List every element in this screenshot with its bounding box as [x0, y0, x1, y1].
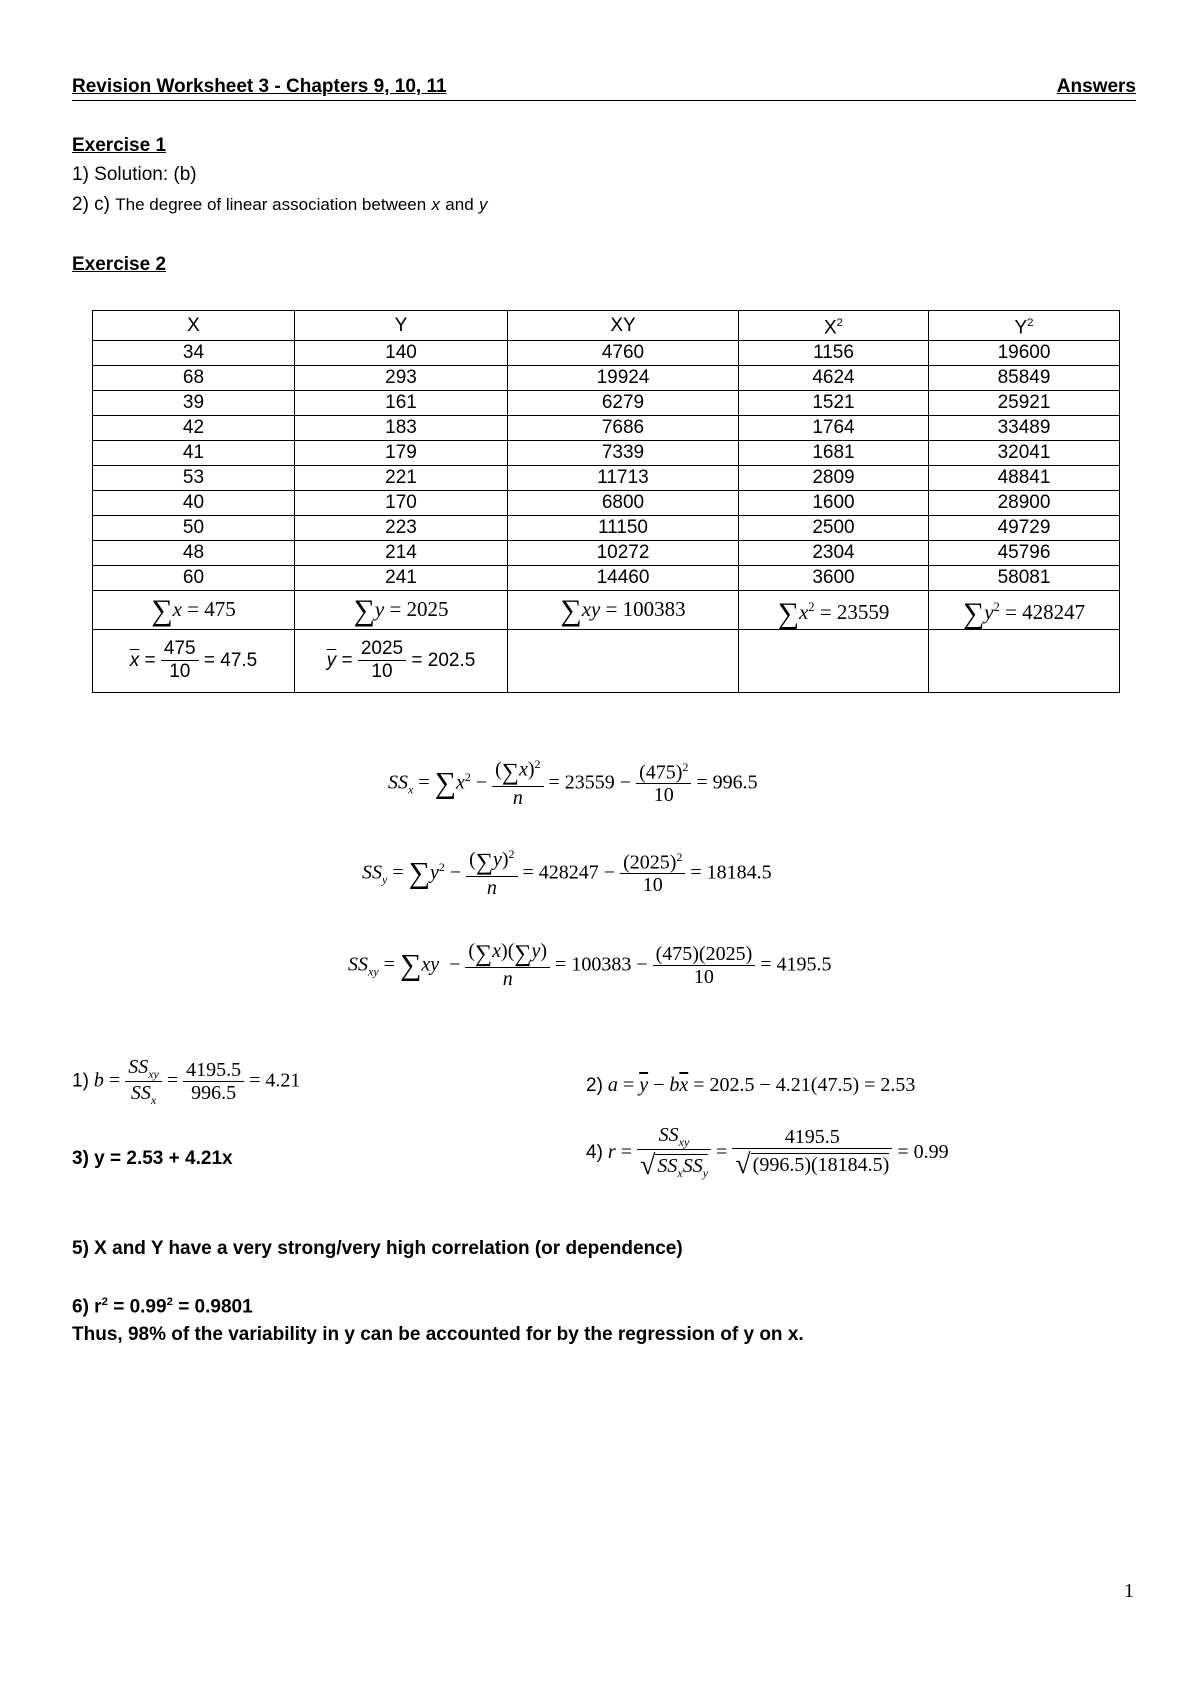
col-header-x-squared: $X^2$ [739, 311, 929, 341]
ssxy-result: = 4195.5 [760, 953, 832, 976]
sum-y: ∑y = 2025 [295, 591, 508, 630]
table-cell: 170 [295, 491, 508, 516]
sums-row [93, 591, 1120, 630]
means-row [93, 630, 1120, 693]
table-cell: 6279 [508, 391, 739, 416]
empty-cell [929, 630, 1120, 693]
table-cell: 4760 [508, 341, 739, 366]
table-row [93, 416, 1120, 441]
page-number: 1 [1124, 1580, 1134, 1602]
answer-6-explanation: Thus, 98% of the variability in y can be accounted for by the regression of y on x. [72, 1324, 804, 1345]
table-cell: 3600 [739, 566, 929, 591]
table-cell: 68 [93, 366, 295, 391]
page-header [72, 76, 1136, 101]
table-cell: 161 [295, 391, 508, 416]
table-cell: 4624 [739, 366, 929, 391]
table-cell: 221 [295, 466, 508, 491]
table-cell: 1600 [739, 491, 929, 516]
table-cell: 42 [93, 416, 295, 441]
answer-6: 6) $r^2 = 0.99^2 = 0.9801$ [72, 1296, 253, 1318]
mean-x: $\overline{x}$ = $\frac{475}{10}$ = 47.5 [93, 630, 295, 693]
data-table [92, 310, 1120, 693]
table-row [93, 341, 1120, 366]
q1-value: (b) [173, 164, 197, 185]
table-cell: 39 [93, 391, 295, 416]
q2-var-y: y [478, 195, 488, 214]
table-cell: 60 [93, 566, 295, 591]
sum-y-squared: $\sum y^2 = 428247$ [929, 591, 1120, 630]
table-cell: 11150 [508, 516, 739, 541]
ssxy-formula: $SS_{xy} = \sum xy$ − $\frac{(\sum x)(\sum y)}{n}$ = 100383 − $\frac{(475)(2025)}{10}$ = 4195.5 [348, 940, 832, 991]
table-cell: 40 [93, 491, 295, 516]
answer-5: 5) X and Y have a very strong/very high correlation (or dependence) [72, 1238, 683, 1259]
table-cell: 48841 [929, 466, 1120, 491]
table-cell: 49729 [929, 516, 1120, 541]
table-cell: 7339 [508, 441, 739, 466]
ssx-formula: $SS_x = \sum x^2$ − $\frac{(\sum x)^2}{n}$ = 23559 − $\frac{(475)^2}{10}$ = 996.5 [388, 757, 758, 810]
exercise2-heading: Exercise 2 [72, 254, 167, 275]
ssy-formula: $SS_y = \sum y^2$ − $\frac{(\sum y)^2}{n}$ = 428247 − $\frac{(2025)^2}{10}$ = 18184.5 [362, 847, 772, 900]
table-cell: 293 [295, 366, 508, 391]
sum-xy: ∑xy = 100383 [508, 591, 739, 630]
answer-3: 3) y = 2.53 + 4.21x [72, 1148, 233, 1169]
sum-x: ∑x = 475 [93, 591, 295, 630]
empty-cell [739, 630, 929, 693]
col-header-y-squared: $Y^2$ [929, 311, 1120, 341]
table-row [93, 466, 1120, 491]
sum-x-squared: $\sum x^2 = 23559$ [739, 591, 929, 630]
table-cell: 19600 [929, 341, 1120, 366]
empty-cell [508, 630, 739, 693]
table-cell: 10272 [508, 541, 739, 566]
table-cell: 41 [93, 441, 295, 466]
table-cell: 25921 [929, 391, 1120, 416]
table-row [93, 516, 1120, 541]
table-cell: 11713 [508, 466, 739, 491]
table-cell: 34 [93, 341, 295, 366]
answer-4: 4) r = $SS_{xy}$ √ $SS_xSS_y$ = $\frac{4195.5}{√ (996.5)(18184.5)}$ = 0.99 [586, 1124, 949, 1182]
table-cell: 45796 [929, 541, 1120, 566]
answer-2: 2) $a = \overline{y} - b\overline{x} = 202.5 - 4.21(47.5) = 2.53$ [586, 1074, 916, 1096]
table-cell: 140 [295, 341, 508, 366]
ssx-result: = 996.5 [696, 771, 758, 794]
table-cell: 1521 [739, 391, 929, 416]
exercise1-heading: Exercise 1 [72, 135, 167, 156]
table-cell: 19924 [508, 366, 739, 391]
table-row [93, 491, 1120, 516]
table-cell: 1156 [739, 341, 929, 366]
ssy-result: = 18184.5 [690, 861, 772, 884]
table-row [93, 391, 1120, 416]
table-cell: 48 [93, 541, 295, 566]
table-cell: 1681 [739, 441, 929, 466]
col-header-y: Y [295, 311, 508, 341]
table-cell: 2809 [739, 466, 929, 491]
q2-var-x: x [431, 195, 440, 214]
table-row [93, 541, 1120, 566]
table-cell: 2304 [739, 541, 929, 566]
exercise1-q2 [72, 194, 487, 216]
table-cell: 214 [295, 541, 508, 566]
table-cell: 53 [93, 466, 295, 491]
q2-and: and [445, 195, 474, 214]
table-cell: 7686 [508, 416, 739, 441]
q1-label: 1) Solution: [72, 164, 169, 185]
q2-text: The degree of linear association between [115, 195, 427, 214]
worksheet-title: Revision Worksheet 3 - Chapters 9, 10, 11 [72, 76, 447, 97]
table-cell: 14460 [508, 566, 739, 591]
table-row [93, 441, 1120, 466]
exercise1-q1 [72, 164, 197, 186]
table-cell: 85849 [929, 366, 1120, 391]
mean-y: $\overline{y}$ = $\frac{2025}{10}$ = 202.5 [295, 630, 508, 693]
table-cell: 1764 [739, 416, 929, 441]
col-header-xy: XY [508, 311, 739, 341]
q2-label: 2) c) [72, 194, 110, 215]
table-cell: 50 [93, 516, 295, 541]
table-header-row [93, 311, 1120, 341]
table-cell: 183 [295, 416, 508, 441]
table-cell: 223 [295, 516, 508, 541]
table-cell: 58081 [929, 566, 1120, 591]
table-cell: 241 [295, 566, 508, 591]
answer-1: 1) b = $SS_{xy}$ $SS_x$ = $\frac{4195.5}{996.5}$ = 4.21 [72, 1056, 301, 1108]
table-cell: 28900 [929, 491, 1120, 516]
table-cell: 32041 [929, 441, 1120, 466]
answers-label: Answers [1056, 76, 1136, 97]
table-cell: 33489 [929, 416, 1120, 441]
table-cell: 2500 [739, 516, 929, 541]
col-header-x: X [93, 311, 295, 341]
table-body [93, 341, 1120, 591]
table-row [93, 366, 1120, 391]
table-cell: 6800 [508, 491, 739, 516]
table-cell: 179 [295, 441, 508, 466]
table-row [93, 566, 1120, 591]
